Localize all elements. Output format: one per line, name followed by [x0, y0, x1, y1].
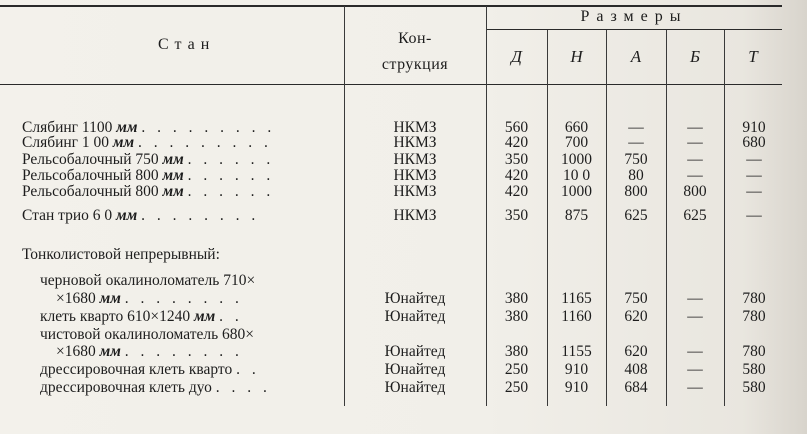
header-col-t: Т: [748, 47, 758, 66]
leader-dots: . . . . . .: [187, 167, 275, 184]
cell-t: 780: [742, 343, 766, 360]
cell-konstruktsiya: Юнайтед: [384, 379, 446, 396]
cell-h: 660: [564, 119, 589, 136]
row-label-text: клеть кварто 610×1240: [40, 308, 191, 325]
cell-d: 350: [504, 207, 529, 224]
column-divider: [486, 6, 487, 406]
cell-a: 750: [624, 151, 648, 168]
row-label: [22, 207, 259, 225]
cell-d: 560: [504, 119, 529, 136]
cell-a: 750: [624, 290, 648, 307]
header-bottom-rule: [0, 84, 782, 85]
unit-mm: мм: [99, 290, 121, 307]
leader-dots: . . . . . . . . .: [138, 134, 272, 151]
cell-h: 910: [564, 379, 589, 396]
leader-dots: . . . . . . . .: [124, 343, 243, 360]
cell-b: —: [687, 167, 703, 184]
header-col-h: Н: [570, 47, 583, 66]
top-rule: [0, 5, 782, 7]
cell-t: 580: [742, 361, 766, 378]
cell-d: 250: [504, 379, 529, 396]
cell-a: 684: [624, 379, 648, 396]
header-konstr-line1: Кон-: [398, 30, 432, 47]
row-label-text: Рельсобалочный 800: [22, 183, 159, 200]
cell-h: 1000: [561, 151, 592, 168]
unit-mm: мм: [112, 134, 135, 151]
column-divider: [344, 6, 345, 406]
row-label: [40, 361, 260, 379]
header-col-d: Д: [511, 47, 522, 66]
row-label-text: дрессировочная клеть дуо: [40, 379, 212, 396]
cell-konstruktsiya: НКМЗ: [393, 167, 437, 184]
cell-d: 380: [504, 290, 529, 307]
cell-a: 408: [624, 361, 648, 378]
cell-t: —: [746, 151, 762, 168]
cell-b: —: [687, 343, 703, 360]
unit-mm: мм: [116, 207, 138, 224]
cell-a: —: [628, 119, 644, 136]
header-col-a: А: [630, 47, 642, 66]
cell-t: 680: [742, 134, 766, 151]
cell-t: 780: [742, 308, 766, 325]
cell-konstruktsiya: НКМЗ: [393, 183, 437, 200]
cell-konstruktsiya: Юнайтед: [384, 308, 446, 325]
row-label-text: Рельсобалочный 750: [22, 151, 159, 168]
column-divider: [724, 30, 725, 406]
cell-konstruktsiya: Юнайтед: [384, 361, 446, 378]
unit-mm: мм: [162, 183, 184, 200]
leader-dots: . .: [219, 308, 243, 325]
leader-dots: . . . . . . . . .: [141, 119, 276, 136]
cell-d: 350: [504, 151, 529, 168]
cell-b: —: [687, 361, 703, 378]
cell-t: 910: [742, 119, 766, 136]
unit-mm: мм: [99, 343, 121, 360]
row-label-text: Слябинг 1 00: [22, 134, 110, 151]
cell-konstruktsiya: Юнайтед: [384, 343, 446, 360]
cell-a: 625: [624, 207, 648, 224]
cell-b: 625: [683, 207, 707, 224]
cell-h: 1000: [561, 183, 592, 200]
cell-a: 80: [628, 167, 644, 184]
cell-d: 420: [504, 183, 529, 200]
cell-h: 1165: [561, 290, 592, 307]
group-title: Тонколистовой непрерывный:: [22, 246, 220, 263]
cell-b: —: [687, 308, 703, 325]
cell-konstruktsiya: НКМЗ: [393, 134, 437, 151]
cell-h: 1160: [561, 308, 592, 325]
row-label-text: дрессировочная клеть кварто: [40, 361, 233, 378]
leader-dots: . .: [236, 361, 260, 378]
cell-b: —: [687, 119, 703, 136]
cell-konstruktsiya: НКМЗ: [393, 207, 437, 224]
cell-d: 250: [504, 361, 529, 378]
cell-d: 420: [504, 167, 529, 184]
cell-t: —: [746, 167, 762, 184]
cell-t: 580: [742, 379, 766, 396]
cell-konstruktsiya: НКМЗ: [393, 119, 437, 136]
leader-dots: . . . .: [215, 379, 271, 396]
header-col-b: Б: [689, 47, 701, 66]
cell-h: 700: [564, 134, 589, 151]
row-label: [56, 290, 243, 308]
cell-konstruktsiya: Юнайтед: [384, 290, 446, 307]
row-label: черновой окалиноломатель 710×: [40, 272, 256, 289]
row-label: [22, 134, 272, 152]
cell-h: 10 0: [562, 167, 591, 184]
leader-dots: . . . . . . . .: [124, 290, 243, 307]
header-konstruktsiya: [360, 26, 470, 78]
unit-mm: мм: [162, 167, 184, 184]
row-label-text: ×1680: [56, 343, 96, 360]
row-label: [22, 183, 274, 201]
leader-dots: . . . . . .: [187, 183, 275, 200]
row-label-text: Стан трио 6 0: [22, 207, 113, 224]
row-label: чистовой окалиноломатель 680×: [40, 326, 255, 343]
cell-b: —: [687, 379, 703, 396]
cell-h: 1155: [561, 343, 592, 360]
cell-h: 875: [564, 207, 589, 224]
cell-h: 910: [564, 361, 589, 378]
cell-d: 420: [504, 134, 529, 151]
header-konstr-line2: струкция: [381, 56, 449, 73]
cell-b: —: [687, 151, 703, 168]
row-label-text: ×1680: [56, 290, 96, 307]
row-label: [40, 379, 271, 397]
row-label-text: Рельсобалочный 800: [22, 167, 159, 184]
row-label: [56, 343, 243, 361]
cell-a: —: [628, 134, 644, 151]
cell-d: 380: [504, 308, 529, 325]
cell-b: —: [687, 290, 703, 307]
row-label: [40, 308, 243, 326]
cell-t: —: [746, 183, 762, 200]
cell-a: 800: [624, 183, 648, 200]
cell-konstruktsiya: НКМЗ: [393, 151, 437, 168]
header-stan: Стан: [158, 36, 216, 53]
cell-a: 620: [624, 343, 648, 360]
cell-b: —: [687, 134, 703, 151]
cell-b: 800: [683, 183, 707, 200]
cell-a: 620: [624, 308, 648, 325]
row-label-text: Слябинг 1100: [22, 119, 113, 136]
header-razmery: Размеры: [580, 8, 688, 25]
cell-t: 780: [742, 290, 766, 307]
leader-dots: . . . . . .: [187, 151, 275, 168]
cell-d: 380: [504, 343, 529, 360]
cell-t: —: [746, 207, 762, 224]
unit-mm: мм: [194, 308, 216, 325]
unit-mm: мм: [116, 119, 138, 136]
leader-dots: . . . . . . . .: [141, 207, 260, 224]
razmery-underline: [486, 29, 782, 30]
unit-mm: мм: [162, 151, 184, 168]
